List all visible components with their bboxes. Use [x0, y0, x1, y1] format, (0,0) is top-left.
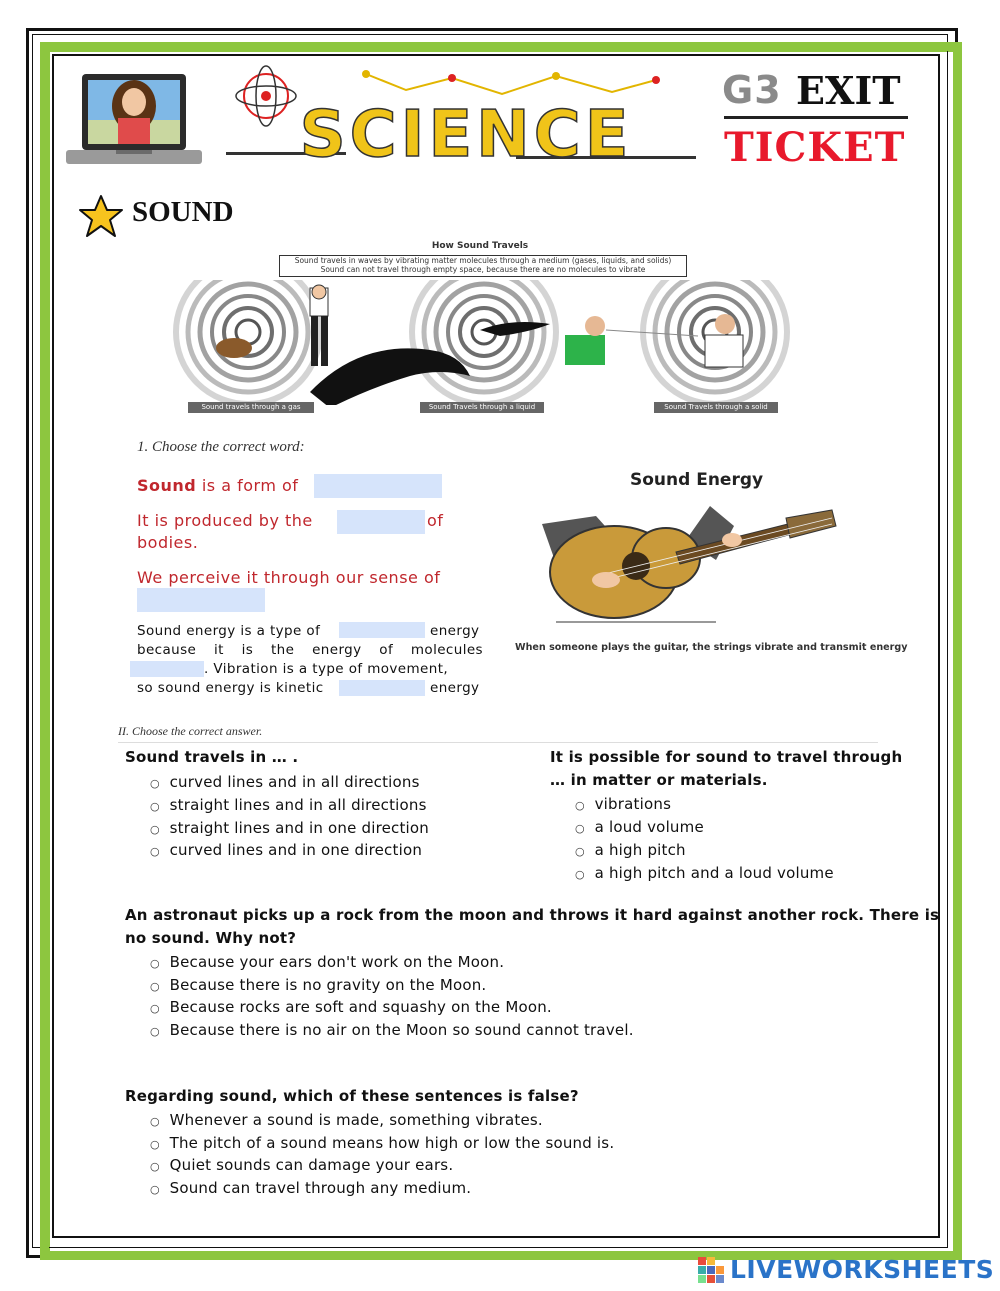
radio-circle-icon: ○	[150, 1183, 160, 1196]
q4-option-2[interactable]: ○ The pitch of a sound means how high or low the sound is.	[150, 1134, 615, 1152]
diagram-label-liquid: Sound Travels through a liquid	[420, 402, 544, 413]
q4-option-3[interactable]: ○ Quiet sounds can damage your ears.	[150, 1156, 454, 1174]
q4-question: Regarding sound, which of these sentences is false?	[125, 1087, 579, 1105]
q2-option-4[interactable]: ○ a high pitch and a loud volume	[575, 864, 834, 882]
blank-input-3[interactable]	[137, 588, 265, 612]
sentence-1-keyword: Sound	[137, 476, 197, 495]
paragraph-line-1a: Sound energy is a type of	[137, 623, 321, 639]
liveworksheets-brand: LIVEWORKSHEETS	[730, 1255, 995, 1284]
ticket-label: TICKET	[724, 124, 906, 171]
section-title: SOUND	[132, 196, 234, 228]
part2-divider	[118, 742, 878, 743]
sound-energy-caption: When someone plays the guitar, the strings vibrate and transmit energy	[515, 642, 908, 653]
paragraph-line-4a: so sound energy is kinetic	[137, 680, 324, 696]
radio-circle-icon: ○	[150, 777, 160, 790]
liveworksheets-logo-icon	[698, 1257, 726, 1283]
q4-option-4[interactable]: ○ Sound can travel through any medium.	[150, 1179, 472, 1197]
radio-circle-icon: ○	[150, 1138, 160, 1151]
radio-circle-icon: ○	[150, 1160, 160, 1173]
diagram-info-box	[279, 255, 687, 277]
q3-question-line-2: no sound. Why not?	[125, 929, 297, 947]
q3-option-1[interactable]: ○ Because your ears don't work on the Moon.	[150, 953, 505, 971]
part2-instruction: II. Choose the correct answer.	[118, 724, 263, 738]
blank-input-1[interactable]	[314, 474, 442, 498]
sentence-2a: It is produced by the	[137, 511, 313, 530]
q3-option-3[interactable]: ○ Because rocks are soft and squashy on the Moon.	[150, 998, 552, 1016]
radio-circle-icon: ○	[150, 823, 160, 836]
teacher-laptop-image	[66, 66, 202, 170]
paragraph-line-3: . Vibration is a type of movement,	[204, 661, 449, 677]
blank-input-4[interactable]	[339, 622, 425, 638]
sound-travel-diagram	[170, 280, 800, 405]
radio-circle-icon: ○	[150, 1115, 160, 1128]
radio-circle-icon: ○	[150, 1025, 160, 1038]
sentence-1-text: is a form of	[201, 476, 299, 495]
radio-circle-icon: ○	[575, 868, 585, 881]
q2-question-line-1: It is possible for sound to travel through	[550, 748, 903, 766]
q1-option-1[interactable]: ○ curved lines and in all directions	[150, 773, 420, 791]
diagram-title: How Sound Travels	[431, 241, 529, 251]
q1-option-4[interactable]: ○ curved lines and in one direction	[150, 841, 423, 859]
q3-question-line-1: An astronaut picks up a rock from the moon and throws it hard against another rock. There is	[125, 906, 940, 924]
sentence-2c: bodies.	[137, 533, 199, 552]
radio-circle-icon: ○	[150, 1002, 160, 1015]
q3-option-2[interactable]: ○ Because there is no gravity on the Moon.	[150, 976, 487, 994]
science-banner-image	[216, 64, 716, 176]
diagram-info-line-1: Sound travels in waves by vibrating matter molecules through a medium (gases, liquids, and solids)	[294, 256, 672, 265]
grade-label: G3	[722, 68, 782, 112]
q4-option-1[interactable]: ○ Whenever a sound is made, something vibrates.	[150, 1111, 543, 1129]
q1-question: Sound travels in … .	[125, 748, 299, 766]
sentence-3: We perceive it through our sense of	[137, 568, 441, 587]
q2-question-line-2: … in matter or materials.	[550, 771, 768, 789]
radio-circle-icon: ○	[150, 800, 160, 813]
guitar-image	[536, 496, 842, 628]
diagram-label-gas: Sound travels through a gas	[188, 402, 314, 413]
radio-circle-icon: ○	[575, 845, 585, 858]
header-divider	[724, 116, 908, 119]
q3-option-4[interactable]: ○ Because there is no air on the Moon so sound cannot travel.	[150, 1021, 634, 1039]
paragraph-line-1b: energy	[430, 623, 480, 639]
blank-input-6[interactable]	[339, 680, 425, 696]
blank-input-5[interactable]	[130, 661, 204, 677]
radio-circle-icon: ○	[150, 980, 160, 993]
radio-circle-icon: ○	[150, 845, 160, 858]
paragraph-line-2: because it is the energy of molecules	[137, 642, 483, 658]
q2-option-1[interactable]: ○ vibrations	[575, 795, 672, 813]
diagram-info-line-2: Sound can not travel through empty space, because there are no molecules to vibrate	[320, 265, 646, 274]
sentence-2b: of	[427, 511, 444, 530]
q1-option-3[interactable]: ○ straight lines and in one direction	[150, 819, 430, 837]
star-icon	[78, 194, 124, 240]
sentence-1	[137, 476, 298, 495]
paragraph-line-4b: energy	[430, 680, 480, 696]
part1-instruction: 1. Choose the correct word:	[137, 439, 305, 455]
radio-circle-icon: ○	[575, 822, 585, 835]
sound-energy-title: Sound Energy	[630, 470, 764, 490]
blank-input-2[interactable]	[337, 510, 425, 534]
science-banner-text: SCIENCE	[299, 98, 633, 172]
radio-circle-icon: ○	[575, 799, 585, 812]
q1-option-2[interactable]: ○ straight lines and in all directions	[150, 796, 427, 814]
diagram-label-solid: Sound Travels through a solid	[654, 402, 778, 413]
q2-option-2[interactable]: ○ a loud volume	[575, 818, 704, 836]
exit-label: EXIT	[796, 68, 901, 113]
radio-circle-icon: ○	[150, 957, 160, 970]
q2-option-3[interactable]: ○ a high pitch	[575, 841, 686, 859]
